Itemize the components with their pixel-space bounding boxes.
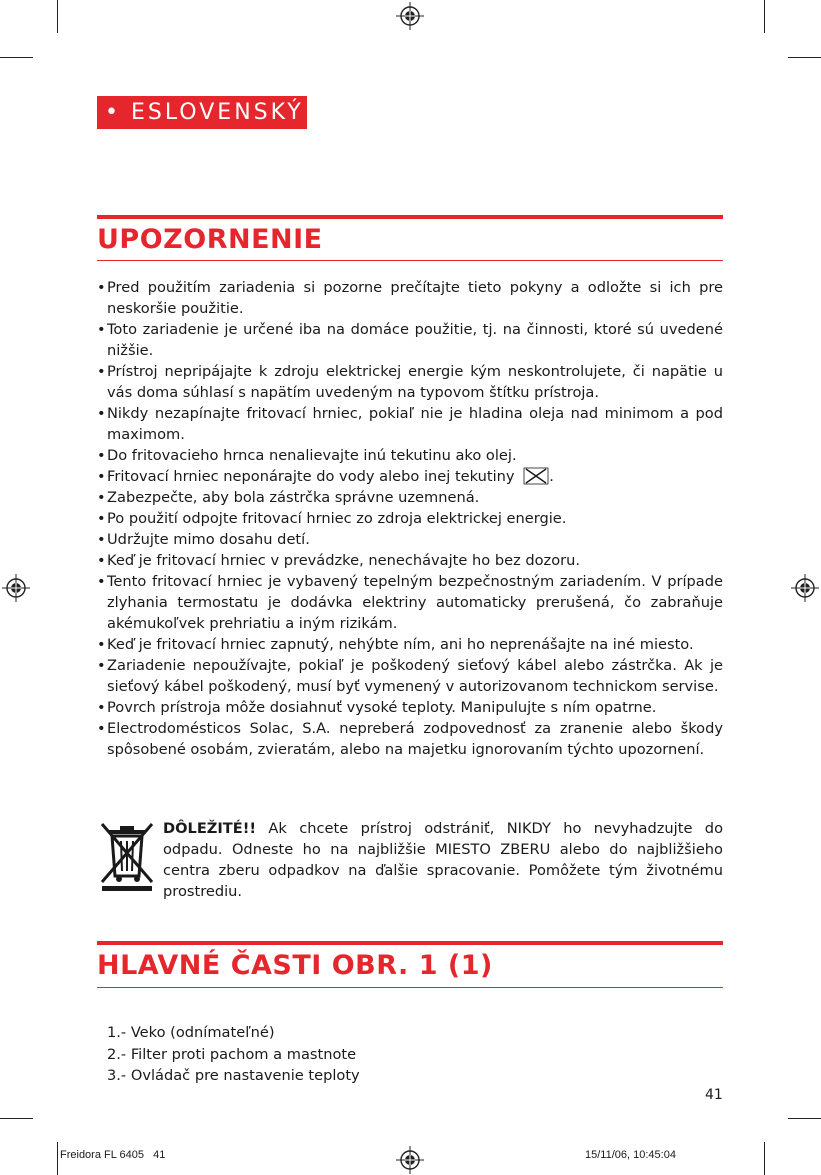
list-item: • Keď je fritovací hrniec v prevádzke, nenechávajte ho bez dozoru. xyxy=(97,552,581,569)
crop-mark xyxy=(788,57,821,58)
bullet: • xyxy=(97,657,106,674)
list-item: • Nikdy nezapínajte fritovací hrniec, pokiaľ nie je hladina oleja nad minimom a pod maximom. xyxy=(97,405,723,443)
list-item: 1.- Veko (odnímateľné) xyxy=(107,1024,275,1041)
bullet: • xyxy=(97,279,106,296)
list-item: • Fritovací hrniec neponárajte do vody alebo inej tekutiny . xyxy=(97,468,554,485)
bullet: • xyxy=(97,405,106,422)
warnings-title: UPOZORNENIE xyxy=(97,224,323,255)
registration-mark-icon xyxy=(791,574,819,602)
registration-mark-icon xyxy=(396,2,424,30)
list-item: • Povrch prístroja môže dosiahnuť vysoké teploty. Manipulujte s ním opatrne. xyxy=(97,699,657,716)
bullet: • xyxy=(97,720,106,737)
parts-list xyxy=(107,1022,360,1087)
disposal-text: DÔLEŽITÉ!! Ak chcete prístroj odstrániť, NIKDY ho nevyhadzujte do odpadu. Odneste ho na najbližšie MIESTO ZBERU alebo do najbližšieho centra zberu odpadkov na ďalšie spracovanie. Pomôžete tým životnému prostrediu. xyxy=(163,820,723,900)
list-item: • Pred použitím zariadenia si pozorne prečítajte tieto pokyny a odložte si ich pre neskoršie použitie. xyxy=(97,279,723,317)
page-number: 41 xyxy=(705,1087,723,1103)
list-item: • Zariadenie nepoužívajte, pokiaľ je poškodený sieťový kábel alebo zástrčka. Ak je sieťový kábel poškodený, musí byť vymenený v autorizovanom technickom servise. xyxy=(97,657,723,695)
list-item: • Tento fritovací hrniec je vybavený tepelným bezpečnostným zariadením. V prípade zlyhania termostatu je dodávka elektriny automaticky prerušená, čo zabraňuje akémukoľvek prehriatiu a iným rizikám. xyxy=(97,573,723,632)
section-rule xyxy=(97,941,723,945)
crop-mark xyxy=(788,1118,821,1119)
no-immersion-icon xyxy=(523,467,549,485)
section-rule xyxy=(97,987,723,988)
bullet: • xyxy=(97,531,106,548)
list-item: • Toto zariadenie je určené iba na domáce použitie, tj. na činnosti, ktoré sú uvedené nižšie. xyxy=(97,321,723,359)
registration-mark-icon xyxy=(2,574,30,602)
list-item: • Udržujte mimo dosahu detí. xyxy=(97,531,310,548)
bullet: • xyxy=(97,636,106,653)
bullet: • xyxy=(97,573,106,590)
bullet: • xyxy=(97,321,106,338)
crop-mark xyxy=(0,1118,33,1119)
list-item: • Do fritovacieho hrnca nenalievajte inú tekutinu ako olej. xyxy=(97,447,517,464)
parts-title: HLAVNÉ ČASTI OBR. 1 (1) xyxy=(97,950,493,981)
bullet: • xyxy=(97,447,106,464)
list-item: • Zabezpečte, aby bola zástrčka správne uzemnená. xyxy=(97,489,480,506)
important-label: DÔLEŽITÉ!! xyxy=(163,820,257,837)
crop-mark xyxy=(57,1142,58,1175)
bullet: • xyxy=(97,699,106,716)
list-item: 2.- Filter proti pachom a mastnote xyxy=(107,1045,357,1063)
list-item: • Prístroj nepripájajte k zdroju elektrickej energie kým neskontrolujete, či napätie u vás doma súhlasí s napätím uvedeným na typovom štítku prístroja. xyxy=(97,363,723,401)
bullet: • xyxy=(97,510,106,527)
crop-mark xyxy=(0,57,33,58)
warnings-list xyxy=(97,277,723,760)
disposal-notice xyxy=(97,818,723,902)
print-slug-left: Freidora FL 6405 41 xyxy=(60,1149,166,1161)
bullet: • xyxy=(97,468,106,485)
list-item: • Keď je fritovací hrniec zapnutý, nehýbte ním, ani ho neprenášajte na iné miesto. xyxy=(97,636,694,653)
bullet: • xyxy=(97,363,106,380)
list-item: • Electrodomésticos Solac, S.A. nepreberá zodpovednosť za zranenie alebo škody spôsobené osobám, zvieratám, alebo na majetku ignorovaním týchto upozornení. xyxy=(97,720,723,758)
language-tab: • ESLOVENSKÝ xyxy=(97,96,307,129)
crop-mark xyxy=(764,1142,765,1175)
list-item: 3.- Ovládač pre nastavenie teploty xyxy=(107,1067,360,1084)
print-slug-right: 15/11/06, 10:45:04 xyxy=(585,1149,676,1161)
bullet: • xyxy=(97,489,106,506)
list-item: • Po použití odpojte fritovací hrniec zo zdroja elektrickej energie. xyxy=(97,510,567,527)
crop-mark xyxy=(57,0,58,33)
registration-mark-icon xyxy=(396,1146,424,1174)
section-rule xyxy=(97,260,723,261)
section-rule xyxy=(97,215,723,219)
bullet: • xyxy=(97,552,106,569)
crop-mark xyxy=(764,0,765,33)
weee-crossed-bin-icon xyxy=(99,820,155,892)
